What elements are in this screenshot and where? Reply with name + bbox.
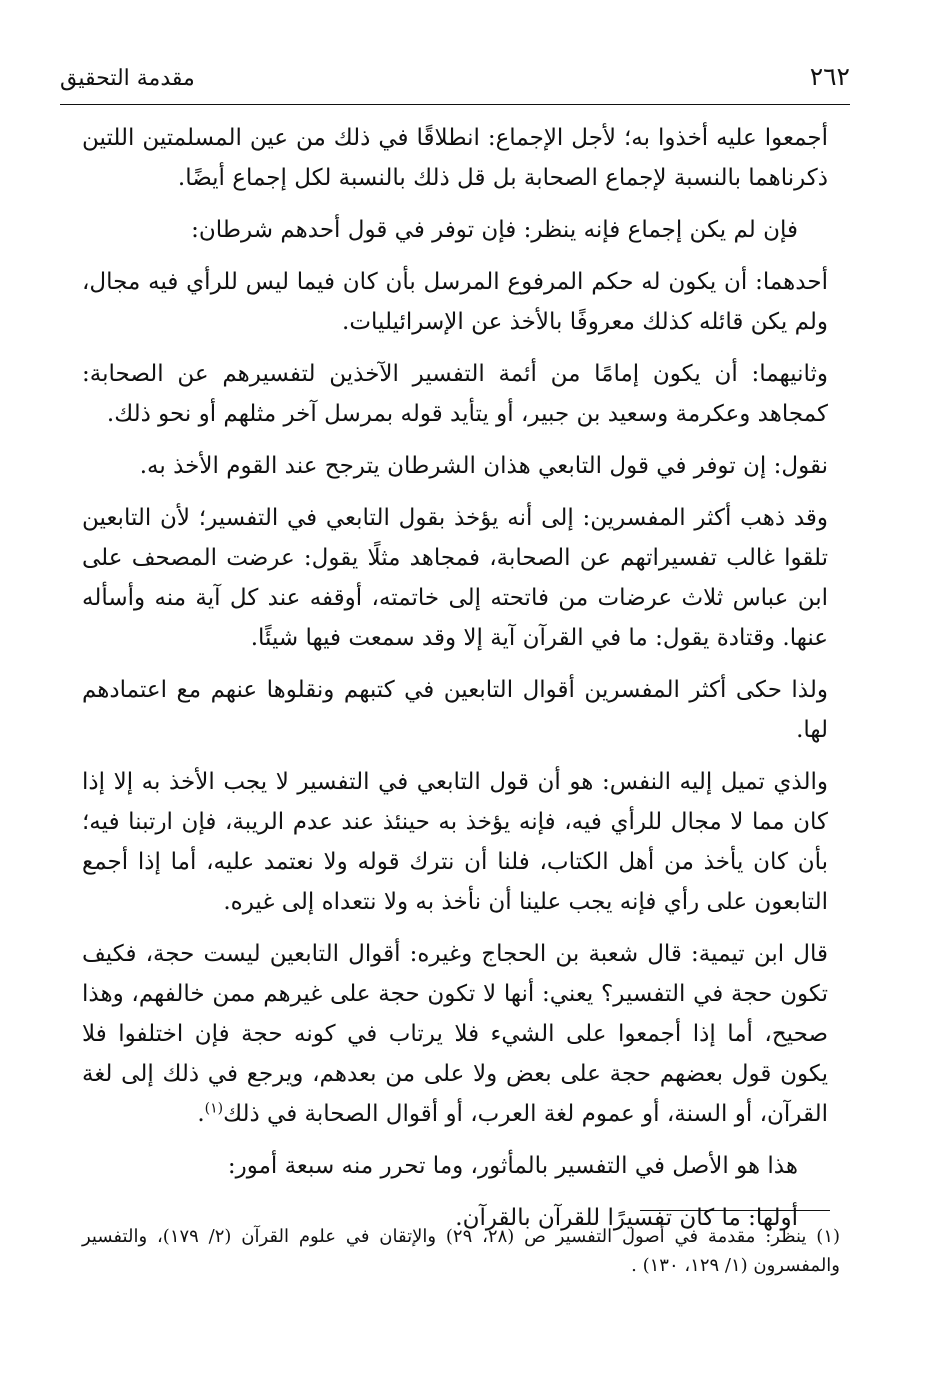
paragraph: أولها: ما كان تفسيرًا للقرآن بالقرآن. (455, 1205, 798, 1231)
footnote: (١) ينظر: مقدمة في أصول التفسير ص (٢٨، ٢٩) والإتقان في علوم القرآن (٢/ ١٧٩)، والتفسير والمفسرون (١/ ١٢٩، ١٣٠) . (82, 1226, 841, 1276)
paragraph-end: . (197, 1101, 205, 1127)
footnote-rule (640, 1210, 830, 1211)
header-rule (60, 104, 850, 105)
paragraph-text: قال ابن تيمية: قال شعبة بن الحجاج وغيره: أقوال التابعين ليست حجة، فكيف تكون حجة في التفسير؟ يعني: أنها لا تكون حجة على غيرهم ممن خالفهم، وهذا صحيح، أما إذا أجمعوا على الشيء فلا يرتاب في كونه حجة فإن اختلفوا فلا يكون قول بعضهم حجة على بعض ولا على من بعدهم، ويرجع في ذلك إلى لغة القرآن، أو السنة، أو عموم لغة العرب، أو أقوال الصحابة في ذلك (82, 941, 828, 1127)
paragraph: وقد ذهب أكثر المفسرين: إلى أنه يؤخذ بقول التابعي في التفسير؛ لأن التابعين تلقوا غالب تفسيراتهم عن الصحابة، فمجاهد مثلًا يقول: عرضت المصحف على ابن عباس ثلاث عرضات من فاتحته إلى خاتمته، أوقفه عند كل آية منه وأسأله عنها. وقتادة يقول: ما في القرآن آية إلا وقد سمعت فيها شيئًا. (82, 505, 828, 651)
header-title: مقدمة التحقيق (60, 66, 195, 91)
footnote-reference[interactable]: (١) (204, 1100, 224, 1117)
paragraph: والذي تميل إليه النفس: هو أن قول التابعي في التفسير لا يجب الأخذ به إلا إذا كان مما لا مجال للرأي فيه، فإنه يؤخذ به حينئذ عند عدم الريبة، فإن ارتبنا فيه؛ بأن كان يأخذ من أهل الكتاب، فلنا أن نترك قوله ولا نعتمد عليه، أما إذا أجمع التابعون على رأي فإنه يجب علينا أن نأخذ به ولا نتعداه إلى غيره. (82, 769, 828, 915)
paragraph: فإن لم يكن إجماع فإنه ينظر: فإن توفر في قول أحدهم شرطان: (191, 217, 798, 243)
body-text (82, 118, 828, 1250)
running-head (60, 62, 850, 102)
paragraph-with-footnote (82, 934, 828, 1134)
paragraph: ولذا حكى أكثر المفسرين أقوال التابعين في كتبهم ونقلوها عنهم مع اعتمادهم لها. (82, 677, 828, 743)
paragraph: نقول: إن توفر في قول التابعي هذان الشرطان يترجح عند القوم الأخذ به. (139, 453, 828, 479)
page-number: ٢٦٢ (809, 62, 850, 91)
paragraph: هذا هو الأصل في التفسير بالمأثور، وما تحرر منه سبعة أمور: (227, 1153, 798, 1179)
paragraph: أحدهما: أن يكون له حكم المرفوع المرسل بأن كان فيما ليس للرأي فيه مجال، ولم يكن قائله كذلك معروفًا بالأخذ عن الإسرائيليات. (82, 269, 828, 335)
paragraph: أجمعوا عليه أخذوا به؛ لأجل الإجماع: انطلاقًا في ذلك من عين المسلمتين اللتين ذكرناهما بالنسبة لإجماع الصحابة بل قل ذلك بالنسبة لكل إجماع أيضًا. (82, 125, 828, 191)
paragraph: وثانيهما: أن يكون إمامًا من أئمة التفسير الآخذين لتفسيرهم عن الصحابة: كمجاهد وعكرمة وسعيد بن جبير، أو يتأيد قوله بمرسل آخر مثلهم أو نحو ذلك. (82, 361, 828, 427)
